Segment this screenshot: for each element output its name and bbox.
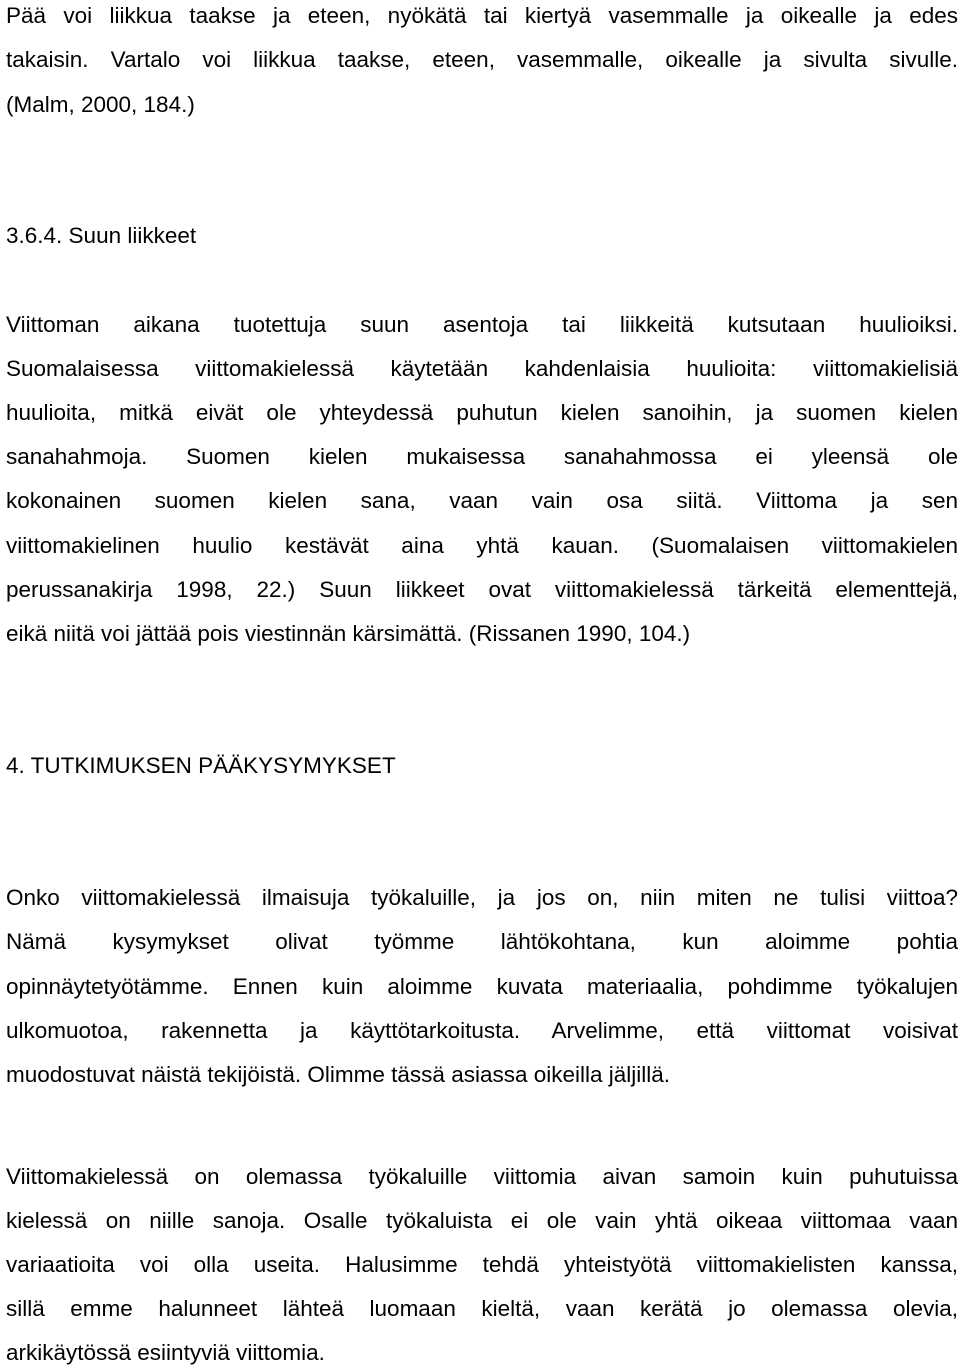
- paragraph-line: kokonainen suomen kielen sana, vaan vain osa siitä. Viittoma ja sen: [6, 488, 958, 513]
- paragraph-line: Nämä kysymykset olivat työmme lähtökohtana, kun aloimme pohtia: [6, 929, 958, 954]
- paragraph-line: variaatioita voi olla useita. Halusimme tehdä yhteistyötä viittomakielisten kanssa,: [6, 1252, 958, 1277]
- paragraph-line: eikä niitä voi jättää pois viestinnän kärsimättä. (Rissanen 1990, 104.): [6, 621, 691, 646]
- paragraph-line: Onko viittomakielessä ilmaisuja työkaluille, ja jos on, niin miten ne tulisi viittoa?: [6, 885, 958, 910]
- paragraph-line: opinnäytetyötämme. Ennen kuin aloimme kuvata materiaalia, pohdimme työkalujen: [6, 974, 958, 999]
- paragraph-line: perussanakirja 1998, 22.) Suun liikkeet ovat viittomakielessä tärkeitä elementtejä,: [6, 577, 958, 602]
- paragraph-line: kielessä on niille sanoja. Osalle työkaluista ei ole vain yhtä oikeaa viittomaa vaan: [6, 1208, 958, 1233]
- paragraph-line: sanahahmoja. Suomen kielen mukaisessa sanahahmossa ei yleensä ole: [6, 444, 958, 469]
- paragraph-line: takaisin. Vartalo voi liikkua taakse, eteen, vasemmalle, oikealle ja sivulta sivulle.: [6, 47, 958, 72]
- chapter-heading: 4. TUTKIMUKSEN PÄÄKYSYMYKSET: [6, 753, 396, 778]
- paragraph-line: arkikäytössä esiintyviä viittomia.: [6, 1340, 325, 1365]
- paragraph-line: Viittomakielessä on olemassa työkaluille viittomia aivan samoin kuin puhutuissa: [6, 1164, 958, 1189]
- paragraph-line: Suomalaisessa viittomakielessä käytetään kahdenlaisia huulioita: viittomakielisiä: [6, 356, 958, 381]
- section-heading: 3.6.4. Suun liikkeet: [6, 223, 197, 248]
- paragraph-line: ulkomuotoa, rakennetta ja käyttötarkoitusta. Arvelimme, että viittomat voisivat: [6, 1018, 958, 1043]
- paragraph-line: Viittoman aikana tuotettuja suun asentoja tai liikkeitä kutsutaan huulioiksi.: [6, 312, 958, 337]
- paragraph-line: muodostuvat näistä tekijöistä. Olimme tässä asiassa oikeilla jäljillä.: [6, 1062, 671, 1087]
- paragraph-line: sillä emme halunneet lähteä luomaan kieltä, vaan kerätä jo olemassa olevia,: [6, 1296, 958, 1321]
- paragraph-line: viittomakielinen huulio kestävät aina yhtä kauan. (Suomalaisen viittomakielen: [6, 533, 958, 558]
- paragraph-line: Pää voi liikkua taakse ja eteen, nyökätä tai kiertyä vasemmalle ja oikealle ja edes: [6, 3, 958, 28]
- paragraph-line: huulioita, mitkä eivät ole yhteydessä puhutun kielen sanoihin, ja suomen kielen: [6, 400, 958, 425]
- paragraph-line: (Malm, 2000, 184.): [6, 92, 195, 117]
